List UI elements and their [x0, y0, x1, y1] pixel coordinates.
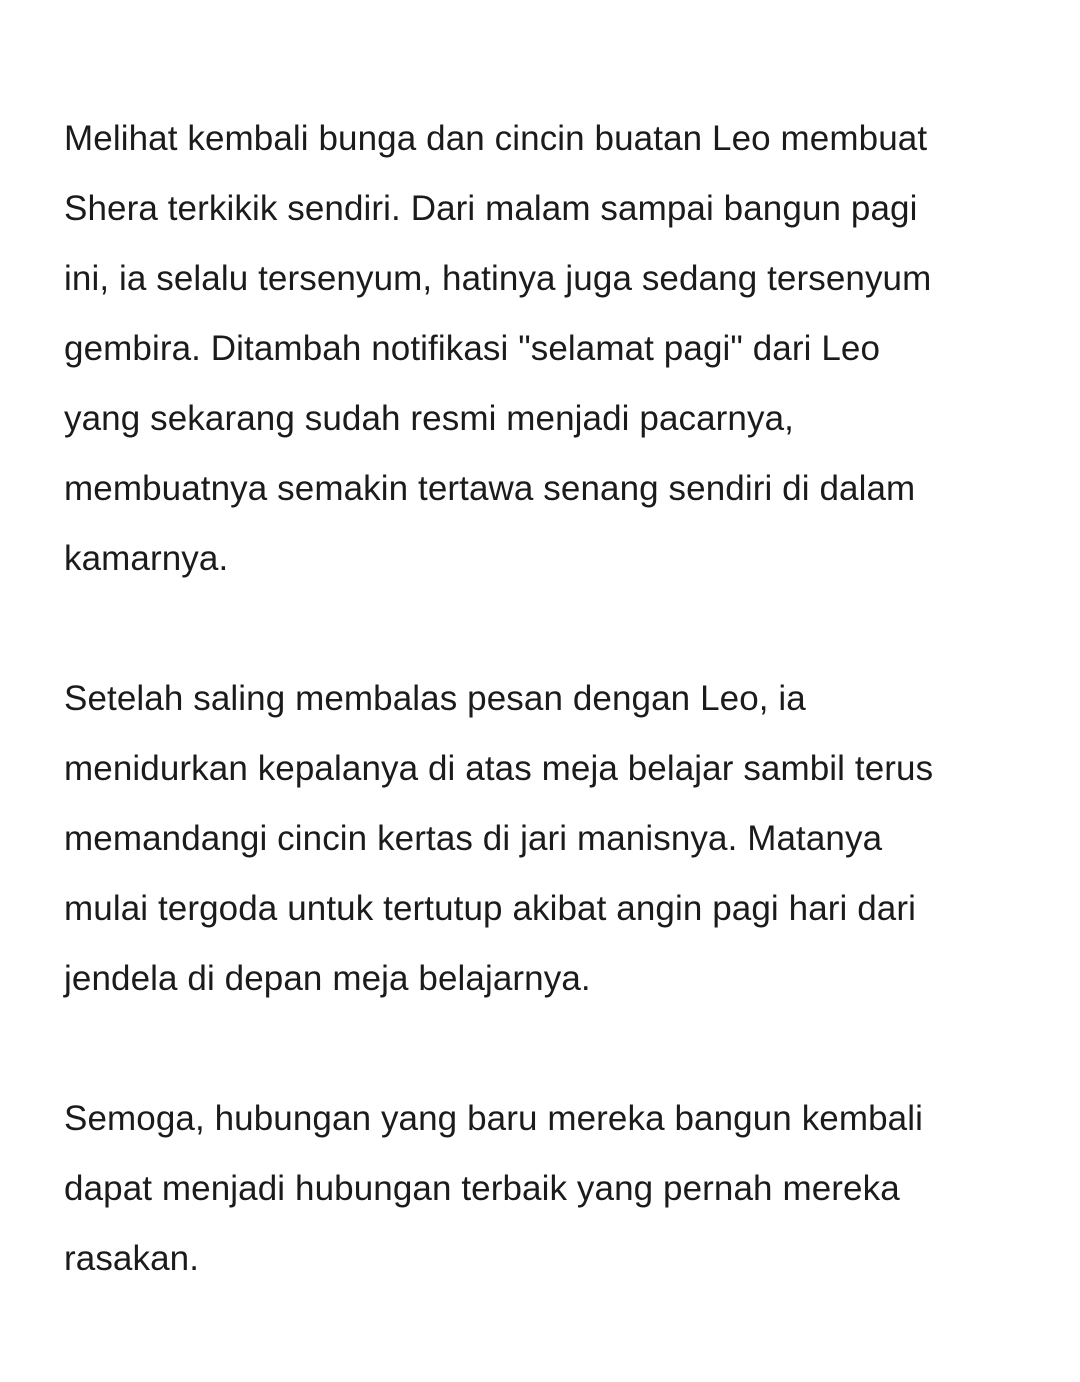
text-line: Setelah saling membalas pesan dengan Leo, ia: [64, 679, 806, 718]
text-line: dapat menjadi hubungan terbaik yang pernah mereka: [64, 1169, 900, 1208]
text-line: rasakan.: [64, 1239, 200, 1278]
story-text: [64, 104, 1044, 1294]
paragraph-1: [64, 104, 1044, 594]
text-line: memandangi cincin kertas di jari manisnya. Matanya: [64, 819, 883, 858]
paragraph-3: [64, 1084, 1044, 1294]
text-line: menidurkan kepalanya di atas meja belajar sambil terus: [64, 749, 934, 788]
text-line: yang sekarang sudah resmi menjadi pacarnya,: [64, 399, 794, 438]
text-line: Semoga, hubungan yang baru mereka bangun kembali: [64, 1099, 924, 1138]
paragraph-2: [64, 664, 1044, 1014]
text-line: Melihat kembali bunga dan cincin buatan Leo membuat: [64, 119, 928, 158]
text-line: membuatnya semakin tertawa senang sendiri di dalam: [64, 469, 916, 508]
text-line: jendela di depan meja belajarnya.: [64, 959, 591, 998]
text-line: mulai tergoda untuk tertutup akibat angin pagi hari dari: [64, 889, 916, 928]
text-line: kamarnya.: [64, 539, 229, 578]
text-line: Shera terkikik sendiri. Dari malam sampai bangun pagi: [64, 189, 918, 228]
text-line: ini, ia selalu tersenyum, hatinya juga sedang tersenyum: [64, 259, 932, 298]
text-line: gembira. Ditambah notifikasi "selamat pagi" dari Leo: [64, 329, 881, 368]
